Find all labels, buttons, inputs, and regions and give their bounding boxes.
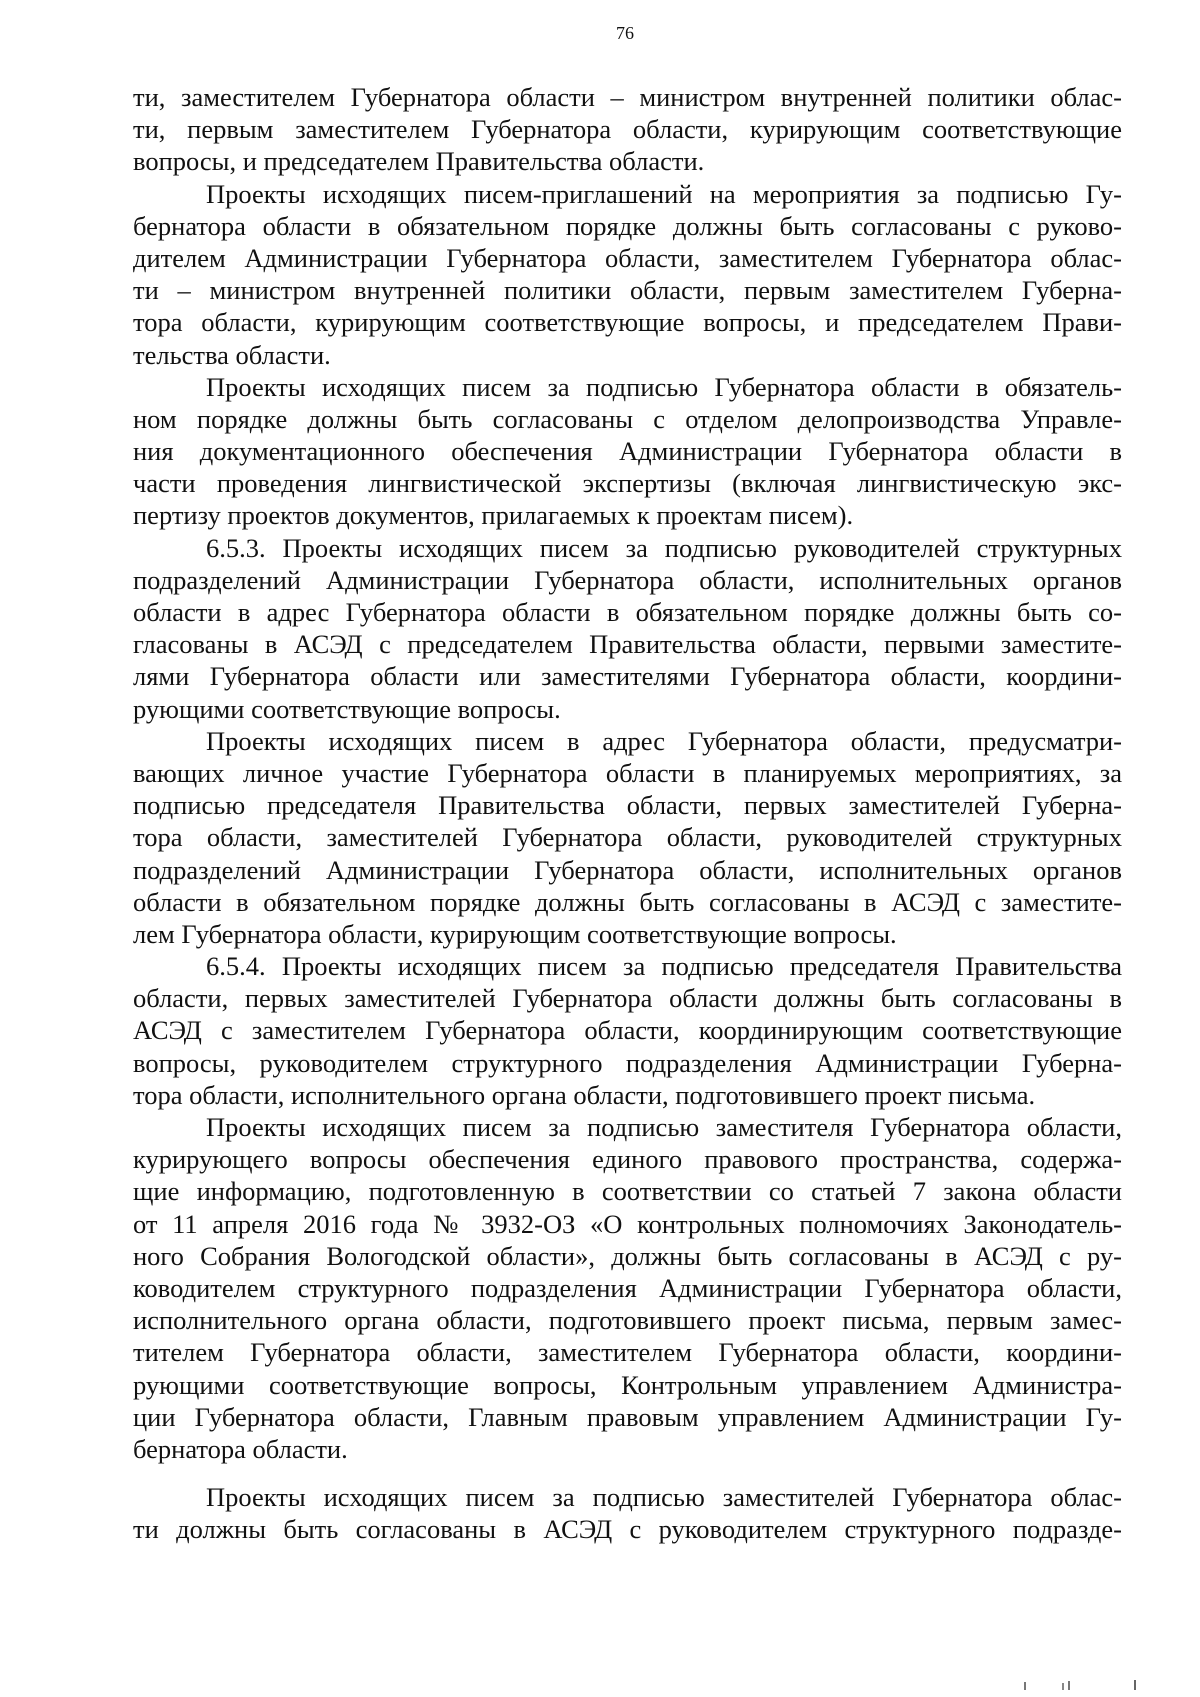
text-line: курирующего вопросы обеспечения единого правового пространства, содержа- [133,1144,1122,1175]
text-line: бернатора области. [133,1433,348,1464]
text-line: от 11 апреля 2016 года № 3932-ОЗ «О контрольных полномочиях Законодатель- [133,1208,1122,1239]
paragraph-gap [133,1465,1122,1481]
text-line: бернатора области в обязательном порядке должны быть согласованы с руково- [133,210,1122,241]
scan-artifact [1020,1679,1140,1691]
text-line: области в адрес Губернатора области в обязательном порядке должны быть со- [133,597,1122,627]
text-line: 6.5.3. Проекты исходящих писем за подписью руководителей структурных [206,532,1122,563]
text-line: ния документационного обеспечения Администрации Губернатора области в [133,436,1122,467]
text-line: Проекты исходящих писем в адрес Губернатора области, предусматри- [206,725,1122,756]
text-line: рующими соответствующие вопросы, Контрольным управлением Администра- [133,1369,1122,1400]
text-line: АСЭД с заместителем Губернатора области, координирующим соответствующие [133,1015,1122,1046]
text-line: Проекты исходящих писем за подписью заместителя Губернатора области, [206,1112,1122,1142]
text-line: ти, заместителем Губернатора области – министром внутренней политики облас- [133,82,1122,112]
text-line: ководителем структурного подразделения Администрации Губернатора области, [133,1272,1122,1303]
text-line: подписью председателя Правительства области, первых заместителей Губерна- [133,790,1122,821]
text-line: ти – министром внутренней политики области, первым заместителем Губерна- [133,275,1122,306]
text-line: тора области, заместителей Губернатора области, руководителей структурных [133,822,1122,853]
paragraph [133,532,1122,725]
text-line: вающих личное участие Губернатора области в планируемых мероприятиях, за [133,757,1122,788]
text-line: Проекты исходящих писем за подписью Губернатора области в обязатель- [206,371,1122,402]
text-line: вопросы, и председателем Правительства области. [133,146,705,177]
text-line: Проекты исходящих писем за подписью заместителей Губернатора облас- [206,1482,1122,1513]
text-line: ции Губернатора области, Главным правовым управлением Администрации Гу- [133,1401,1122,1432]
text-line: лем Губернатора области, курирующим соответствующие вопросы. [133,918,897,949]
text-line: тельства области. [133,339,331,370]
paragraph [133,950,1122,1111]
text-line: тителем Губернатора области, заместителем Губернатора области, координи- [133,1337,1122,1368]
text-line: 6.5.4. Проекты исходящих писем за подписью председателя Правительства [206,951,1122,982]
text-line: тора области, исполнительного органа области, подготовившего проект письма. [133,1079,1036,1110]
text-line: ти, первым заместителем Губернатора области, курирующим соответствующие [133,114,1122,145]
text-line: области в обязательном порядке должны быть согласованы в АСЭД с заместите- [133,886,1122,917]
text-line: лями Губернатора области или заместителями Губернатора области, координи- [133,661,1122,692]
text-line: части проведения лингвистической экспертизы (включая лингвистическую экс- [133,468,1122,499]
text-line: тора области, курирующим соответствующие вопросы, и председателем Прави- [133,307,1122,338]
text-line: рующими соответствующие вопросы. [133,693,561,724]
text-line: пертизу проектов документов, прилагаемых к проектам писем). [133,500,854,531]
text-line: вопросы, руководителем структурного подразделения Администрации Губерна- [133,1047,1122,1078]
paragraph [133,1111,1122,1465]
text-line: ти должны быть согласованы в АСЭД с руководителем структурного подразде- [133,1514,1122,1545]
text-line: области, первых заместителей Губернатора области должны быть согласованы в [133,983,1122,1014]
document-body [133,81,1122,1545]
text-line: щие информацию, подготовленную в соответствии со статьей 7 закона области [133,1176,1122,1207]
text-line: Проекты исходящих писем-приглашений на мероприятия за подписью Гу- [206,178,1122,209]
text-line: подразделений Администрации Губернатора области, исполнительных органов [133,854,1122,885]
paragraph [133,725,1122,950]
paragraph [133,178,1122,371]
text-line: подразделений Администрации Губернатора области, исполнительных органов [133,564,1122,595]
text-line: исполнительного органа области, подготовившего проект письма, первым замес- [133,1305,1122,1336]
text-line: ном порядке должны быть согласованы с отделом делопроизводства Управле- [133,403,1122,434]
paragraph [133,371,1122,532]
paragraph [133,81,1122,178]
text-line: ного Собрания Вологодской области», должны быть согласованы в АСЭД с ру- [133,1240,1122,1271]
page-number: 76 [616,23,634,43]
paragraph [133,1481,1122,1545]
text-line: гласованы в АСЭД с председателем Правительства области, первыми заместите- [133,629,1122,660]
text-line: дителем Администрации Губернатора области, заместителем Губернатора облас- [133,242,1122,273]
